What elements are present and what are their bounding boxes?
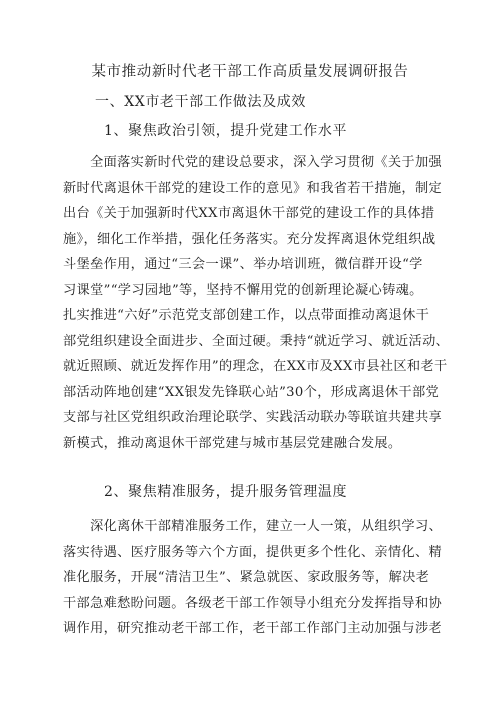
- paragraph-1: [63, 150, 450, 457]
- paragraph-line: 部党组织建设全面进步、全面过硬。秉持“就近学习、就近活动、: [63, 333, 450, 349]
- paragraph-line: 施》，细化工作举措，强化任务落实。充分发挥离退休党组织战: [63, 231, 436, 247]
- paragraph-line: 出台《关于加强新时代XX市离退休干部党的建设工作的具体措: [63, 206, 435, 222]
- paragraph-line: 斗堡垒作用，通过“三会一课”、举办培训班，微信群开设“学: [63, 257, 423, 273]
- paragraph-line: 调作用，研究推动老干部工作，老干部工作部门主动加强与涉老: [63, 621, 443, 637]
- paragraph-line: 支部与社区党组织政治理论联学、实践活动联办等联谊共建共享: [63, 410, 443, 426]
- paragraph-line: 准化服务，开展“清洁卫生”、紧急就医、家政服务等，解决老: [63, 570, 430, 586]
- paragraph-line: 干部急难愁盼问题。各级老干部工作领导小组充分发挥指导和协: [63, 595, 443, 611]
- paragraph-line: 落实待遇、医疗服务等六个方面，提供更多个性化、亲情化、精: [63, 544, 443, 560]
- paragraph-line: 部活动阵地创建“XX银发先锋联心站”30个，形成离退休干部党: [63, 384, 440, 400]
- paragraph-2: [63, 514, 443, 642]
- section-heading: 一、XX市老干部工作做法及成效: [95, 94, 306, 110]
- paragraph-line: 全面落实新时代党的建设总要求，深入学习贯彻《关于加强: [63, 155, 443, 170]
- paragraph-line: 新模式，推动离退休干部党建与城市基层党建融合发展。: [63, 436, 402, 452]
- paragraph-line: 深化离休干部精准服务工作，建立一人一策，从组织学习、: [63, 519, 443, 534]
- paragraph-line: 就近照顾、就近发挥作用”的理念，在XX市及XX市县社区和老干: [63, 359, 448, 375]
- paragraph-line: 新时代离退休干部党的建设工作的意见》和我省若干措施，制定: [63, 180, 443, 196]
- paragraph-line: 扎实推进“六好”示范党支部创建工作，以点带面推动离退休干: [63, 308, 430, 324]
- paragraph-line: 习课堂”“学习园地”等，坚持不懈用党的创新理论凝心铸魂。: [63, 282, 423, 298]
- document-title: 某市推动新时代老干部工作高质量发展调研报告: [91, 64, 409, 80]
- subsection-heading-2: 2、聚焦精准服务，提升服务管理温度: [104, 484, 348, 500]
- subsection-heading-1: 1、聚焦政治引领，提升党建工作水平: [104, 123, 348, 139]
